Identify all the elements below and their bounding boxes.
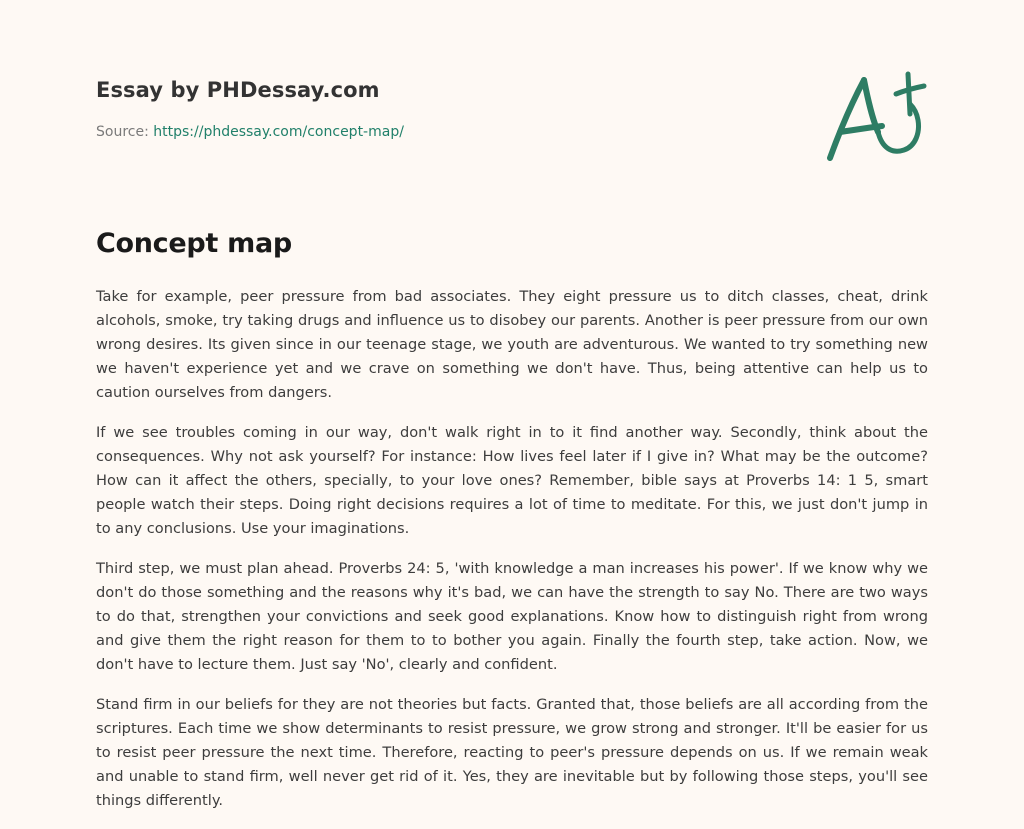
source-line bbox=[96, 122, 796, 142]
brand-title: Essay by PHDessay.com bbox=[96, 78, 380, 102]
essay-body bbox=[96, 285, 928, 829]
a-plus-grade-icon bbox=[822, 66, 932, 166]
paragraph: Stand firm in our beliefs for they are not theories but facts. Granted that, those beliefs are all according from the scriptures. Each time we show determinants to resist pressure, we grow strong and stronger. It'll be easier for us to resist peer pressure the next time. Therefore, reacting to peer's pressure depends on us. If we remain weak and unable to stand firm, well never get rid of it. Yes, they are inevitable but by following those steps, you'll see things differently. bbox=[96, 696, 928, 809]
paragraph: Third step, we must plan ahead. Proverbs 24: 5, 'with knowledge a man increases his power'. If we know why we don't do those something and the reasons why it's bad, we can have the strength to say No. There are two ways to do that, strengthen your convictions and seek good explanations. Know how to distinguish right from wrong and give them the right reason for them to to bother you again. Finally the fourth step, take action. Now, we don't have to lecture them. Just say 'No', clearly and confident. bbox=[96, 560, 928, 673]
paragraph: Take for example, peer pressure from bad associates. They eight pressure us to ditch classes, cheat, drink alcohols, smoke, try taking drugs and influence us to disobey our parents. Another is peer pressure from our own wrong desires. Its given since in our teenage stage, we youth are adventurous. We wanted to try something new we haven't experience yet and we crave on something we don't have. Thus, being attentive can help us to caution ourselves from dangers. bbox=[96, 288, 928, 401]
paragraph: If we see troubles coming in our way, don't walk right in to it find another way. Secondly, think about the consequences. Why not ask yourself? For instance: How lives feel later if I give in? What may be the outcome? How can it affect the others, specially, to your love ones? Remember, bible says at Proverbs 14: 1 5, smart people watch their steps. Doing right decisions requires a lot of time to meditate. For this, we just don't jump in to any conclusions. Use your imaginations. bbox=[96, 424, 928, 537]
page-title: Concept map bbox=[96, 228, 292, 259]
source-link[interactable]: https://phdessay.com/concept-map/ bbox=[153, 124, 404, 140]
essay-header bbox=[96, 76, 796, 142]
source-label: Source: bbox=[96, 124, 149, 140]
